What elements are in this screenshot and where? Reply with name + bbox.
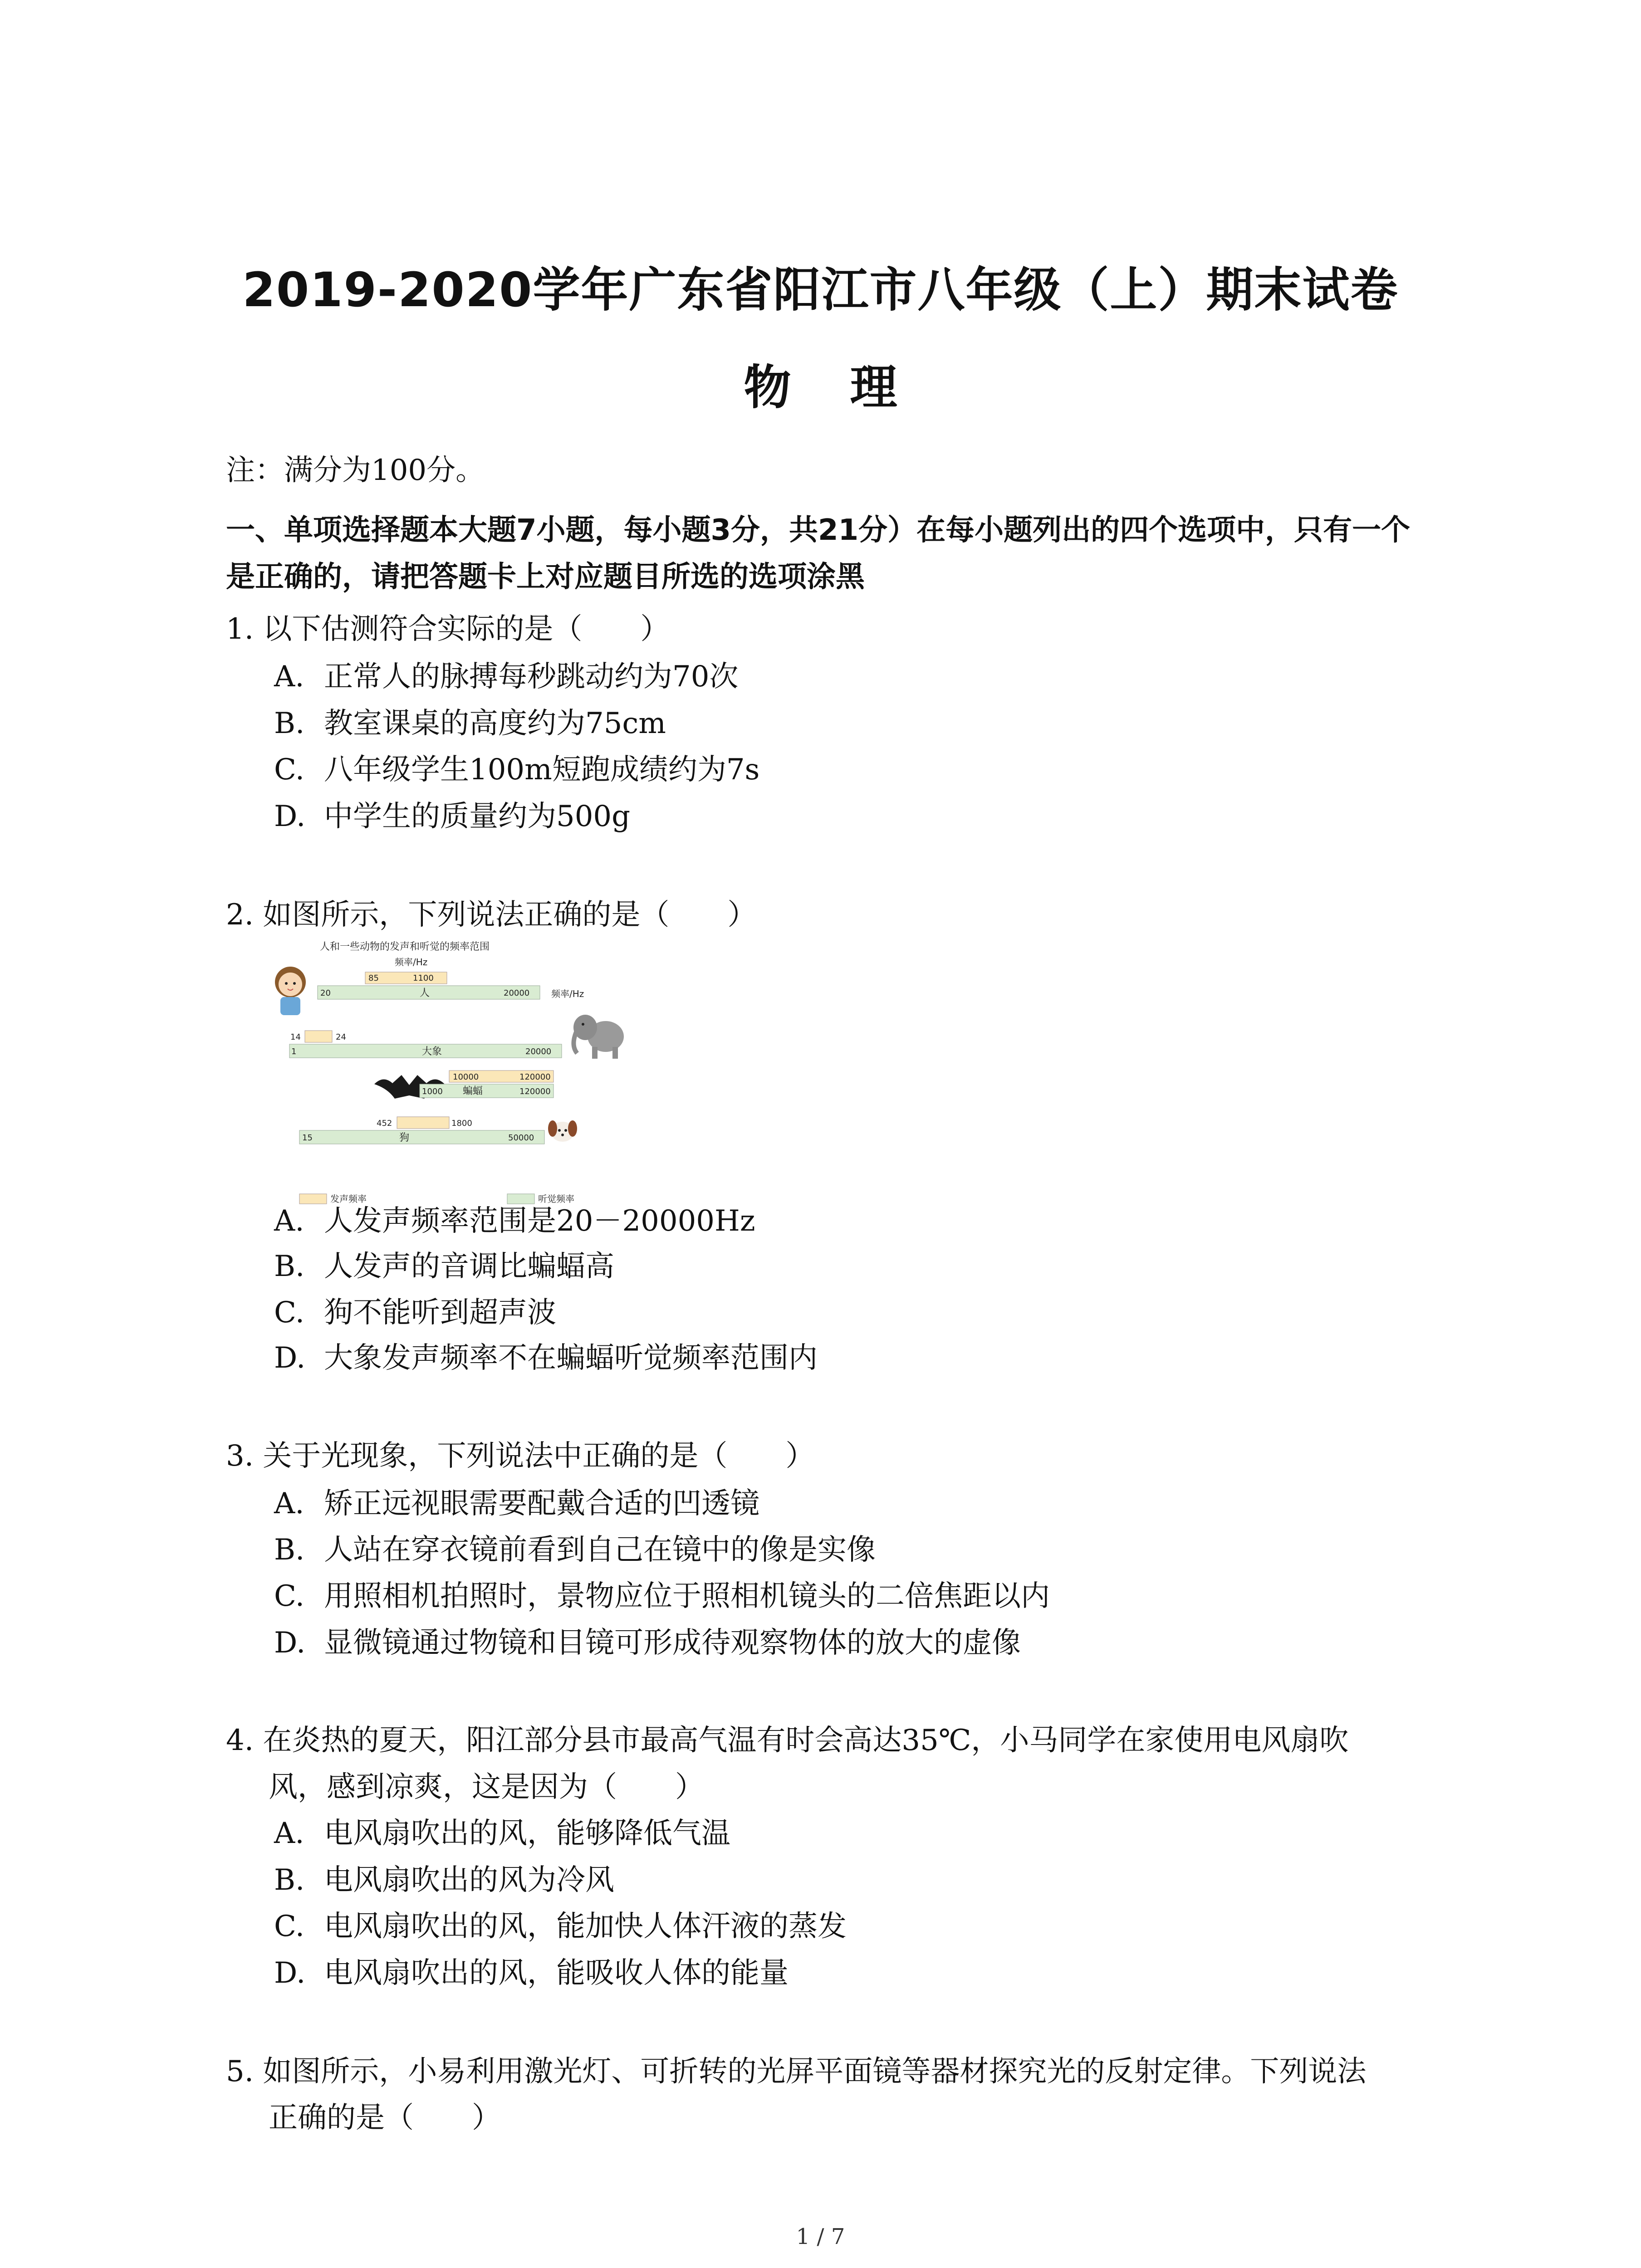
- question-1-option-c[interactable]: [274, 753, 760, 787]
- human-hear-high: 20000: [504, 988, 530, 998]
- girl-icon: [275, 967, 306, 1015]
- question-3-stem: 3. 关于光现象，下列说法中正确的是（ ）: [226, 1439, 815, 1473]
- option-letter: A.: [274, 1817, 304, 1850]
- question-4-option-d[interactable]: [274, 1956, 789, 1990]
- legend-hear-label: 听觉频率: [538, 1193, 574, 1204]
- option-letter: A.: [274, 660, 304, 694]
- question-2-stem: 2. 如图所示，下列说法正确的是（ ）: [226, 898, 757, 932]
- question-1-stem: 1. 以下估测符合实际的是（ ）: [226, 612, 670, 646]
- dog-label: 狗: [399, 1132, 410, 1144]
- elephant-icon: [573, 1015, 624, 1059]
- option-text: 用照相机拍照时，景物应位于照相机镜头的二倍焦距以内: [324, 1579, 1050, 1613]
- question-4-stem: 4. 在炎热的夏天，阳江部分县市最高气温有时会高达35℃，小马同学在家使用电风扇吹: [226, 1724, 1349, 1757]
- option-letter: A.: [274, 1487, 304, 1520]
- question-1-option-d[interactable]: [274, 802, 630, 831]
- option-letter: B.: [274, 1533, 305, 1567]
- question-2-option-a[interactable]: [274, 1204, 755, 1238]
- question-3-option-b[interactable]: [274, 1533, 876, 1567]
- option-letter: B.: [274, 1250, 305, 1283]
- dog-emit-bar: [397, 1117, 449, 1129]
- exam-title: 2019-2020学年广东省阳江市八年级（上）期末试卷: [242, 262, 1399, 318]
- option-text: 教室课桌的高度约为75cm: [324, 707, 666, 740]
- option-letter: D.: [274, 1341, 306, 1375]
- section-heading-line-2: 是正确的，请把答题卡上对应题目所选的选项涂黑: [226, 560, 865, 594]
- dog-emit-high: 1800: [451, 1119, 472, 1128]
- question-1-option-b[interactable]: [274, 709, 666, 738]
- option-letter: B.: [274, 707, 305, 740]
- figure-title: 人和一些动物的发声和听觉的频率范围: [320, 941, 490, 953]
- dog-hear-low: 15: [302, 1133, 313, 1143]
- bat-emit-high: 120000: [519, 1072, 551, 1082]
- dog-hear-bar: [299, 1130, 544, 1144]
- option-letter: C.: [274, 753, 305, 787]
- subject-title: 物理: [744, 360, 956, 415]
- legend-hear-swatch: [507, 1194, 534, 1204]
- question-4-option-c[interactable]: [274, 1912, 847, 1941]
- figure-unit-label-top: 频率/Hz: [395, 957, 428, 968]
- option-text: 人站在穿衣镜前看到自己在镜中的像是实像: [324, 1533, 876, 1567]
- section-heading-line-1: 一、单项选择题本大题7小题，每小题3分，共21分）在每小题列出的四个选项中，只有一个: [226, 513, 1411, 547]
- option-text: 电风扇吹出的风为冷风: [324, 1863, 614, 1897]
- elephant-label: 大象: [422, 1046, 442, 1057]
- figure-unit-label-right: 频率/Hz: [551, 988, 584, 999]
- question-1-option-a[interactable]: [274, 660, 739, 694]
- question-3-option-d[interactable]: [274, 1626, 1021, 1660]
- option-text: 人发声的音调比蝙蝠高: [324, 1250, 614, 1283]
- legend-emit-label: 发声频率: [330, 1193, 367, 1204]
- option-letter: D.: [274, 1626, 306, 1660]
- question-4-stem-continued: 风，感到凉爽，这是因为（ ）: [269, 1770, 704, 1804]
- option-letter: D.: [274, 800, 306, 833]
- bat-hear-low: 1000: [422, 1087, 443, 1096]
- elephant-emit-low: 14: [290, 1032, 301, 1042]
- score-note: 注：满分为100分。: [226, 454, 485, 487]
- question-4-option-b[interactable]: [274, 1863, 614, 1897]
- option-text: 八年级学生100m短跑成绩约为7s: [324, 753, 760, 787]
- human-label: 人: [420, 987, 430, 999]
- elephant-hear-low: 1: [291, 1047, 297, 1056]
- dog-icon: [548, 1120, 577, 1142]
- question-5-stem-continued: 正确的是（ ）: [269, 2101, 501, 2135]
- dog-hear-high: 50000: [508, 1133, 534, 1143]
- option-letter: C.: [274, 1579, 305, 1613]
- option-letter: A.: [274, 1204, 304, 1238]
- option-letter: B.: [274, 1863, 305, 1897]
- option-text: 电风扇吹出的风，能加快人体汗液的蒸发: [324, 1910, 847, 1943]
- question-4-option-a[interactable]: [274, 1819, 730, 1848]
- legend-emit-swatch: [299, 1194, 327, 1204]
- question-3-option-c[interactable]: [274, 1579, 1050, 1613]
- option-letter: D.: [274, 1956, 306, 1990]
- question-3-option-a[interactable]: [274, 1489, 759, 1518]
- question-2-option-d[interactable]: [274, 1341, 818, 1375]
- option-text: 人发声频率范围是20－20000Hz: [324, 1204, 755, 1238]
- option-text: 狗不能听到超声波: [324, 1296, 556, 1330]
- elephant-emit-bar: [305, 1031, 332, 1042]
- option-text: 正常人的脉搏每秒跳动约为70次: [324, 660, 739, 694]
- elephant-emit-high: 24: [336, 1032, 346, 1042]
- bat-emit-low: 10000: [453, 1072, 479, 1082]
- option-letter: C.: [274, 1910, 305, 1943]
- option-text: 矫正远视眼需要配戴合适的凹透镜: [324, 1487, 759, 1520]
- option-text: 大象发声频率不在蝙蝠听觉频率范围内: [324, 1341, 818, 1375]
- question-2-option-b[interactable]: [274, 1252, 614, 1281]
- bat-hear-high: 120000: [519, 1087, 551, 1096]
- option-text: 电风扇吹出的风，能吸收人体的能量: [324, 1956, 789, 1990]
- bat-label: 蝙蝠: [463, 1085, 483, 1097]
- human-hear-low: 20: [320, 988, 331, 998]
- dog-emit-low: 452: [377, 1119, 392, 1128]
- option-text: 中学生的质量约为500g: [324, 800, 631, 833]
- elephant-hear-high: 20000: [525, 1047, 552, 1056]
- human-emit-high: 1100: [413, 973, 434, 983]
- page-number: 1 / 7: [796, 2224, 845, 2249]
- human-emit-low: 85: [368, 973, 379, 983]
- frequency-range-figure: [268, 939, 626, 1211]
- option-letter: C.: [274, 1296, 305, 1330]
- question-2-option-c[interactable]: [274, 1296, 556, 1330]
- option-text: 电风扇吹出的风，能够降低气温: [324, 1817, 730, 1850]
- question-5-stem: 5. 如图所示，小易利用激光灯、可折转的光屏平面镜等器材探究光的反射定律。下列说法: [226, 2055, 1367, 2088]
- option-text: 显微镜通过物镜和目镜可形成待观察物体的放大的虚像: [324, 1626, 1021, 1660]
